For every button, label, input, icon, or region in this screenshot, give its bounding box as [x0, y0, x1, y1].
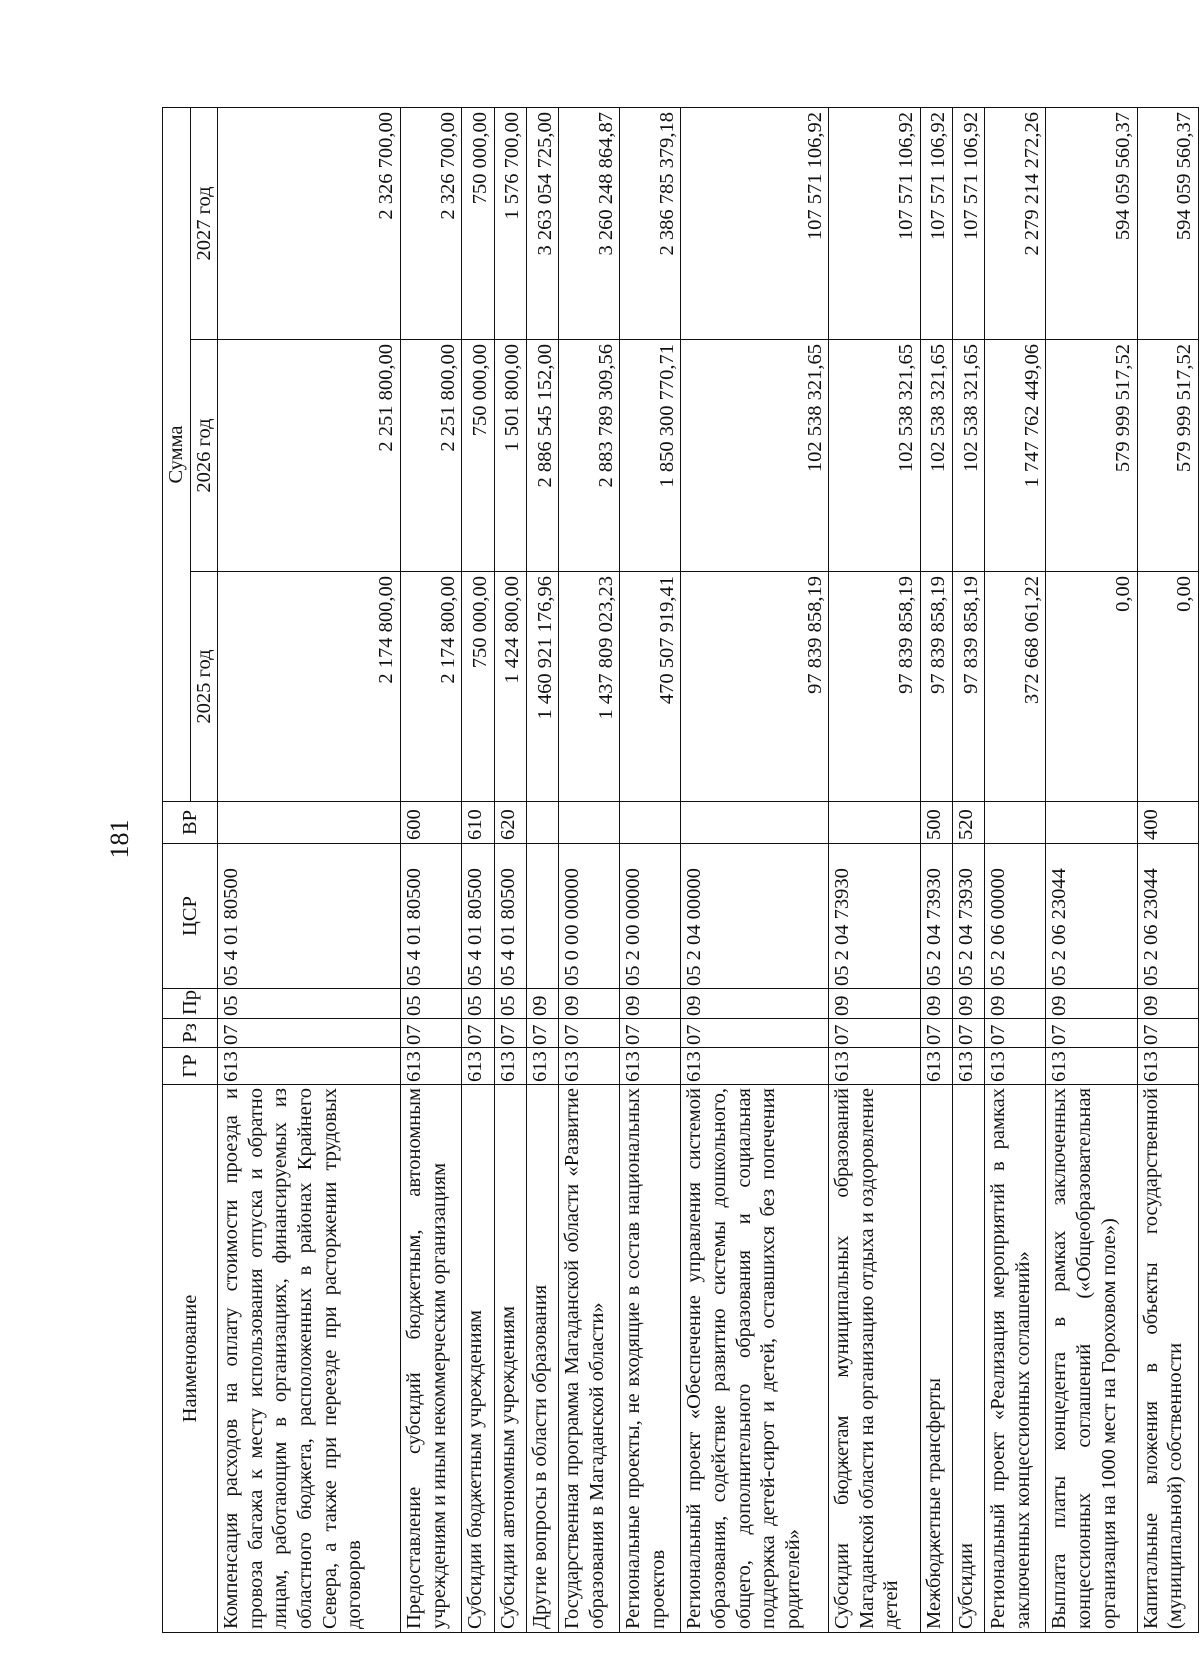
- table-row: [829, 107, 920, 1632]
- row-vr: 400: [1137, 802, 1198, 844]
- row-rz: 07: [1046, 1019, 1137, 1048]
- row-name: Капитальные вложения в объекты государственной (муниципальной) собственности: [1137, 1085, 1198, 1633]
- row-pr: 05: [462, 989, 494, 1019]
- row-vr: [620, 802, 681, 844]
- row-2025: 97 839 858,19: [681, 572, 829, 802]
- row-csr: 05 4 01 80500: [401, 844, 462, 989]
- row-2027: 594 059 560,37: [1137, 107, 1198, 339]
- row-2025: 97 839 858,19: [829, 572, 920, 802]
- row-rz: 07: [985, 1019, 1046, 1048]
- row-vr: [829, 802, 920, 844]
- table-row: [985, 107, 1046, 1632]
- table-row: [401, 107, 462, 1632]
- table-row: [952, 107, 984, 1632]
- header-2025: 2025 год: [190, 572, 218, 802]
- row-vr: [985, 802, 1046, 844]
- row-name: Региональные проекты, не входящие в состав национальных проектов: [620, 1085, 681, 1633]
- row-2026: 579 999 517,52: [1046, 340, 1137, 572]
- row-pr: 09: [952, 989, 984, 1019]
- row-rz: 07: [401, 1019, 462, 1048]
- row-name: Региональный проект «Обеспечение управления системой образования, содействие развитию системы дошкольного, общего, дополнительного образования и социальная поддержка детей-сирот и детей, оставшихся без попечения родителей»: [681, 1085, 829, 1633]
- header-rz: Рз: [163, 1019, 218, 1048]
- row-pr: 09: [1046, 989, 1137, 1019]
- row-2027: 2 326 700,00: [218, 107, 401, 339]
- row-vr: [218, 802, 401, 844]
- row-vr: 500: [920, 802, 952, 844]
- row-csr: [526, 844, 558, 989]
- row-2027: 594 059 560,37: [1046, 107, 1137, 339]
- row-name: Субсидии бюджетным учреждениям: [462, 1085, 494, 1633]
- row-2027: 750 000,00: [462, 107, 494, 339]
- row-pr: 09: [526, 989, 558, 1019]
- row-2026: 102 538 321,65: [829, 340, 920, 572]
- row-name: Межбюджетные трансферты: [920, 1085, 952, 1633]
- row-csr: 05 0 00 00000: [559, 844, 620, 989]
- row-csr: 05 2 06 23044: [1137, 844, 1198, 989]
- row-vr: [526, 802, 558, 844]
- row-rz: 07: [494, 1019, 526, 1048]
- row-gr: 613: [829, 1048, 920, 1085]
- row-2027: 107 571 106,92: [829, 107, 920, 339]
- row-2027: 107 571 106,92: [681, 107, 829, 339]
- row-name: Другие вопросы в области образования: [526, 1085, 558, 1633]
- row-2025: 97 839 858,19: [920, 572, 952, 802]
- table-row: [462, 107, 494, 1632]
- row-gr: 613: [620, 1048, 681, 1085]
- row-2026: 2 886 545 152,00: [526, 340, 558, 572]
- row-2026: 2 251 800,00: [218, 340, 401, 572]
- row-2025: 1 424 800,00: [494, 572, 526, 802]
- row-name: Предоставление субсидий бюджетным, автономным учреждениям и иным некоммерческим организациям: [401, 1085, 462, 1633]
- row-gr: 613: [559, 1048, 620, 1085]
- row-2026: 2 251 800,00: [401, 340, 462, 572]
- row-2026: 1 850 300 770,71: [620, 340, 681, 572]
- row-2027: 3 260 248 864,87: [559, 107, 620, 339]
- row-name: Субсидии: [952, 1085, 984, 1633]
- table-row: [1137, 107, 1198, 1632]
- row-vr: [681, 802, 829, 844]
- row-2025: 0,00: [1137, 572, 1198, 802]
- row-gr: 613: [401, 1048, 462, 1085]
- row-2025: 470 507 919,41: [620, 572, 681, 802]
- row-2026: 579 999 517,52: [1137, 340, 1198, 572]
- row-2025: 750 000,00: [462, 572, 494, 802]
- header-csr: ЦСР: [163, 844, 218, 989]
- table-row: [920, 107, 952, 1632]
- budget-table: [162, 107, 1199, 1633]
- row-pr: 05: [218, 989, 401, 1019]
- row-pr: 09: [829, 989, 920, 1019]
- row-2025: 372 668 061,22: [985, 572, 1046, 802]
- row-csr: 05 2 00 00000: [620, 844, 681, 989]
- row-gr: 613: [218, 1048, 401, 1085]
- row-csr: 05 2 04 73930: [952, 844, 984, 989]
- row-rz: 07: [1137, 1019, 1198, 1048]
- row-rz: 07: [681, 1019, 829, 1048]
- row-2026: 2 883 789 309,56: [559, 340, 620, 572]
- row-2026: 750 000,00: [462, 340, 494, 572]
- row-name: Региональный проект «Реализация мероприятий в рамках заключенных концессионных соглашений»: [985, 1085, 1046, 1633]
- table-row: [620, 107, 681, 1632]
- row-pr: 09: [985, 989, 1046, 1019]
- budget-table-rotated: [162, 108, 1199, 1633]
- row-pr: 09: [559, 989, 620, 1019]
- page-number: 181: [105, 819, 134, 859]
- row-vr: 600: [401, 802, 462, 844]
- row-gr: 613: [1137, 1048, 1198, 1085]
- header-name: Наименование: [163, 1085, 218, 1633]
- row-csr: 05 2 04 73930: [920, 844, 952, 989]
- row-rz: 07: [620, 1019, 681, 1048]
- row-name: Компенсация расходов на оплату стоимости проезда и провоза багажа к месту использования отпуска и обратно лицам, работающим в организациях, финансируемых из областного бюджета, расположенных в районах Крайнего Севера, а также при переезде при расторжении трудовых договоров: [218, 1085, 401, 1633]
- row-csr: 05 4 01 80500: [462, 844, 494, 989]
- row-name: Выплата платы концедента в рамках заключенных концессионных соглашений («Общеобразовательная организация на 1000 мест на Гороховом поле»): [1046, 1085, 1137, 1633]
- header-sum: Сумма: [163, 107, 191, 801]
- row-2025: 1 437 809 023,23: [559, 572, 620, 802]
- row-gr: 613: [985, 1048, 1046, 1085]
- row-rz: 07: [952, 1019, 984, 1048]
- row-csr: 05 2 06 23044: [1046, 844, 1137, 989]
- header-2026: 2026 год: [190, 340, 218, 572]
- header-2027: 2027 год: [190, 107, 218, 339]
- row-vr: 620: [494, 802, 526, 844]
- row-rz: 07: [462, 1019, 494, 1048]
- row-pr: 09: [920, 989, 952, 1019]
- table-body: [218, 107, 1199, 1632]
- row-vr: 520: [952, 802, 984, 844]
- row-rz: 07: [526, 1019, 558, 1048]
- row-2026: 102 538 321,65: [920, 340, 952, 572]
- row-vr: [559, 802, 620, 844]
- row-2025: 2 174 800,00: [401, 572, 462, 802]
- row-2025: 1 460 921 176,96: [526, 572, 558, 802]
- row-2025: 0,00: [1046, 572, 1137, 802]
- row-2027: 107 571 106,92: [952, 107, 984, 339]
- row-rz: 07: [920, 1019, 952, 1048]
- row-2025: 2 174 800,00: [218, 572, 401, 802]
- row-rz: 07: [559, 1019, 620, 1048]
- row-2026: 102 538 321,65: [952, 340, 984, 572]
- row-pr: 09: [620, 989, 681, 1019]
- row-gr: 613: [1046, 1048, 1137, 1085]
- row-2026: 102 538 321,65: [681, 340, 829, 572]
- row-vr: [1046, 802, 1137, 844]
- row-gr: 613: [952, 1048, 984, 1085]
- row-2026: 1 747 762 449,06: [985, 340, 1046, 572]
- row-vr: 610: [462, 802, 494, 844]
- table-row: [559, 107, 620, 1632]
- header-pr: Пр: [163, 989, 218, 1019]
- row-gr: 613: [494, 1048, 526, 1085]
- row-2027: 3 263 054 725,00: [526, 107, 558, 339]
- row-2026: 1 501 800,00: [494, 340, 526, 572]
- header-vr: ВР: [163, 802, 218, 844]
- row-2027: 2 386 785 379,18: [620, 107, 681, 339]
- row-gr: 613: [920, 1048, 952, 1085]
- row-pr: 05: [401, 989, 462, 1019]
- row-pr: 09: [1137, 989, 1198, 1019]
- row-pr: 05: [494, 989, 526, 1019]
- row-pr: 09: [681, 989, 829, 1019]
- row-csr: 05 2 06 00000: [985, 844, 1046, 989]
- table-row: [494, 107, 526, 1632]
- row-gr: 613: [526, 1048, 558, 1085]
- table-row: [526, 107, 558, 1632]
- table-row: [218, 107, 401, 1632]
- table-row: [681, 107, 829, 1632]
- row-2027: 2 326 700,00: [401, 107, 462, 339]
- row-2027: 2 279 214 272,26: [985, 107, 1046, 339]
- table-row: [1046, 107, 1137, 1632]
- row-csr: 05 4 01 80500: [218, 844, 401, 989]
- row-2027: 107 571 106,92: [920, 107, 952, 339]
- row-2025: 97 839 858,19: [952, 572, 984, 802]
- row-rz: 07: [829, 1019, 920, 1048]
- row-name: Субсидии бюджетам муниципальных образований Магаданской области на организацию отдыха и оздоровление детей: [829, 1085, 920, 1633]
- row-name: Субсидии автономным учреждениям: [494, 1085, 526, 1633]
- row-2027: 1 576 700,00: [494, 107, 526, 339]
- row-gr: 613: [462, 1048, 494, 1085]
- header-gr: ГР: [163, 1048, 218, 1085]
- row-gr: 613: [681, 1048, 829, 1085]
- row-rz: 07: [218, 1019, 401, 1048]
- row-csr: 05 4 01 80500: [494, 844, 526, 989]
- row-csr: 05 2 04 00000: [681, 844, 829, 989]
- row-csr: 05 2 04 73930: [829, 844, 920, 989]
- row-name: Государственная программа Магаданской области «Развитие образования в Магаданской области»: [559, 1085, 620, 1633]
